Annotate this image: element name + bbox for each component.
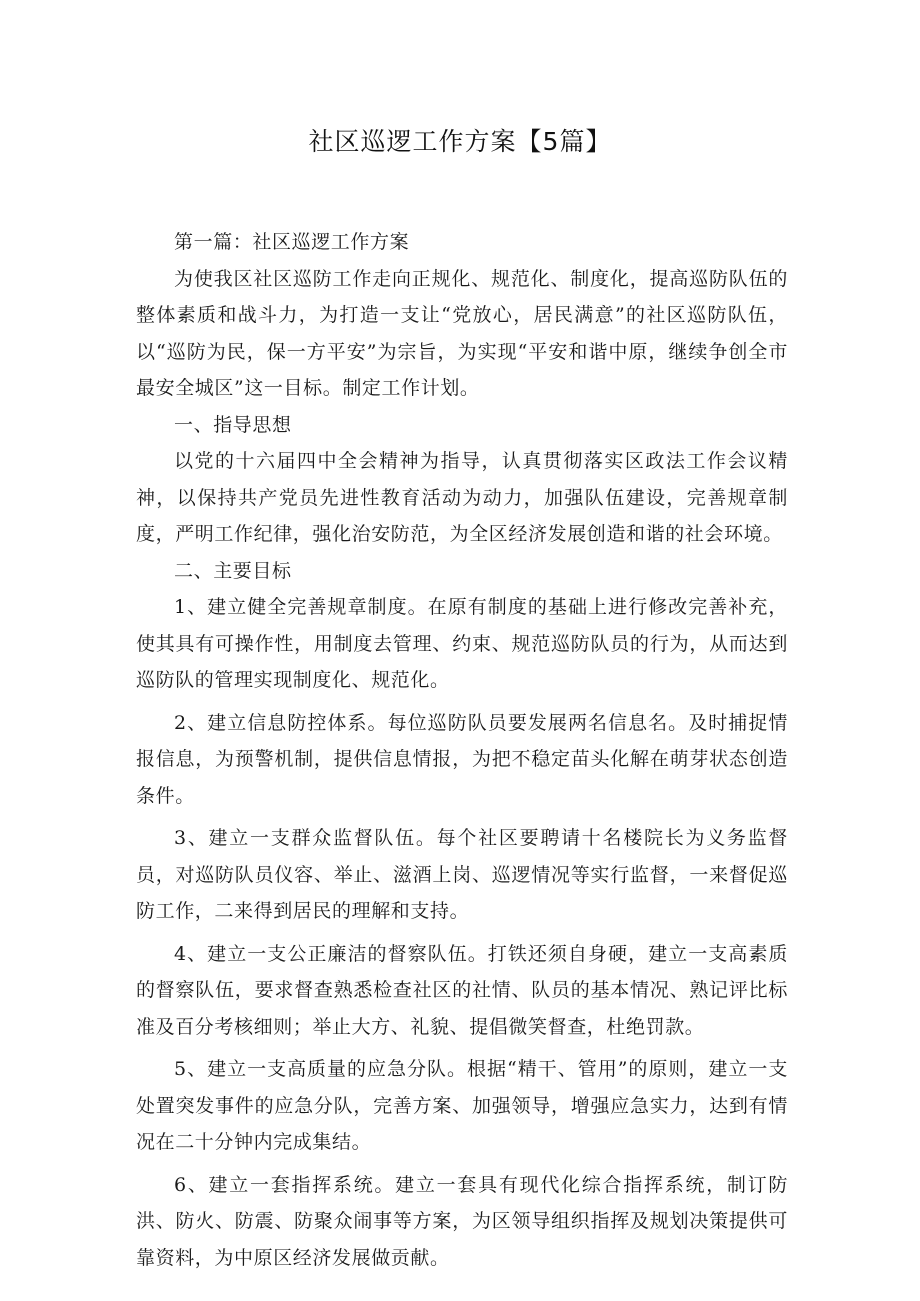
intro-paragraph: 为使我区社区巡防工作走向正规化、规范化、制度化，提高巡防队伍的整体素质和战斗力，为打造一支让“党放心，居民满意”的社区巡防队伍，以“巡防为民，保一方平安”为宗旨，为实现“平安和谐中原，继续争创全市最安全城区”这一目标。制定工作计划。 (136, 267, 788, 399)
goal-item-5: 5、建立一支高质量的应急分队。根据“精干、管用”的原则，建立一支处置突发事件的应急分队，完善方案、加强领导，增强应急实力，达到有情况在二十分钟内完成集结。 (136, 1058, 788, 1153)
section-heading-main-goals: 二、主要目标 (174, 559, 292, 582)
goal-item-1: 1、建立健全完善规章制度。在原有制度的基础上进行修改完善补充，使其具有可操作性，用制度去管理、约束、规范巡防队员的行为，从而达到巡防队的管理实现制度化、规范化。 (136, 596, 788, 691)
document-title: 社区巡逻工作方案【5篇】 (308, 127, 612, 156)
goal-item-3: 3、建立一支群众监督队伍。每个社区要聘请十名楼院长为义务监督员，对巡防队员仪容、举止、滋酒上岗、巡逻情况等实行监督，一来督促巡防工作，二来得到居民的理解和支持。 (136, 827, 788, 922)
guiding-ideology-paragraph: 以党的十六届四中全会精神为指导，认真贯彻落实区政法工作会议精神，以保持共产党员先进性教育活动为动力，加强队伍建设，完善规章制度，严明工作纪律，强化治安防范，为全区经济发展创造和谐的社会环境。 (136, 450, 788, 545)
goal-item-4: 4、建立一支公正廉洁的督察队伍。打铁还须自身硬，建立一支高素质的督察队伍，要求督查熟悉检查社区的社情、队员的基本情况、熟记评比标准及百分考核细则；举止大方、礼貌、提倡微笑督查，杜绝罚款。 (136, 942, 788, 1038)
goal-item-2: 2、建立信息防控体系。每位巡防队员要发展两名信息名。及时捕捉情报信息，为预警机制，提供信息情报，为把不稳定苗头化解在萌芽状态创造条件。 (136, 711, 788, 807)
goal-item-6: 6、建立一套指挥系统。建立一套具有现代化综合指挥系统，制订防洪、防火、防震、防聚众闹事等方案，为区领导组织指挥及规划决策提供可靠资料，为中原区经济发展做贡献。 (136, 1173, 788, 1269)
section-heading-guiding-ideology: 一、指导思想 (174, 413, 292, 436)
section-heading-part-one: 第一篇：社区巡逻工作方案 (174, 231, 410, 253)
document-body (136, 224, 788, 1276)
